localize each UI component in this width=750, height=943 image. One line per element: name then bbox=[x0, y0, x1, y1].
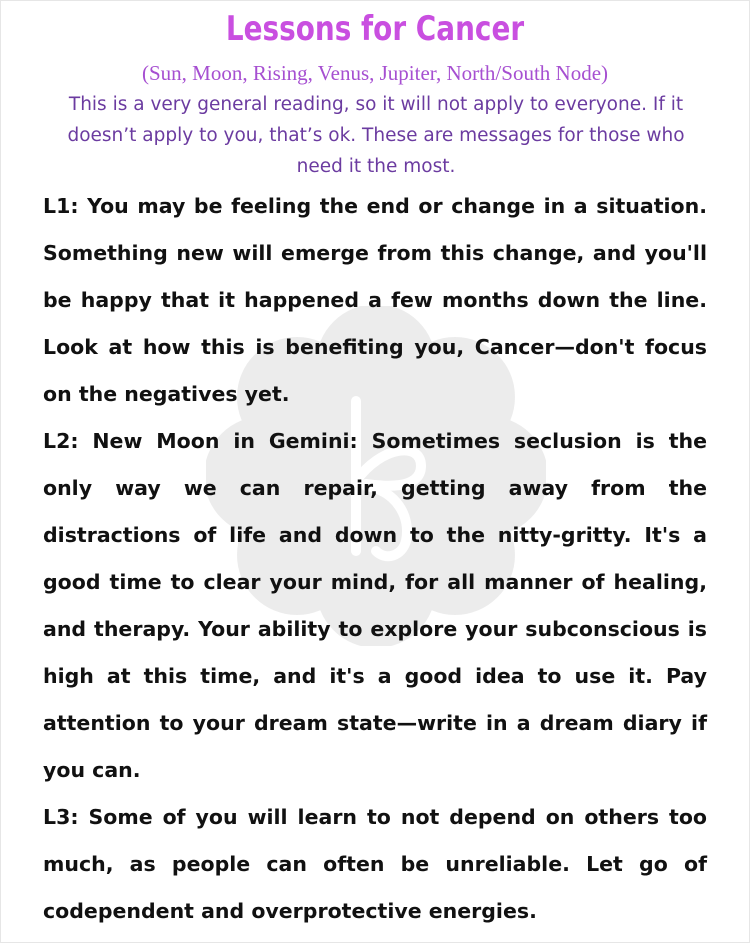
page-title: Lessons for Cancer bbox=[225, 9, 525, 49]
lesson-paragraph-3: L3: Some of you will learn to not depend on others too much, as people can often be unreliable. Let go of codependent and overprotective energies. bbox=[43, 805, 707, 923]
lessons-body bbox=[43, 183, 707, 935]
placements-subtitle: (Sun, Moon, Rising, Venus, Jupiter, North/South Node) bbox=[141, 61, 609, 85]
lesson-paragraph-1: L1: You may be feeling the end or change in a situation. Something new will emerge from this change, and you'll be happy that it happened a few months down the line. Look at how this is benefiting you, Cancer—don't focus on the negatives yet. bbox=[43, 194, 707, 406]
disclaimer-text: This is a very general reading, so it will not apply to everyone. If it doesn’t apply to you, that’s ok. These are messages for those who need it the most. bbox=[67, 94, 685, 177]
lesson-paragraph-2: L2: New Moon in Gemini: Sometimes seclusion is the only way we can repair, getting away from the distractions of life and down to the nitty-gritty. It's a good time to clear your mind, for all manner of healing, and therapy. Your ability to explore your subconscious is high at this time, and it's a good idea to use it. Pay attention to your dream state—write in a dream diary if you can. bbox=[43, 429, 707, 782]
